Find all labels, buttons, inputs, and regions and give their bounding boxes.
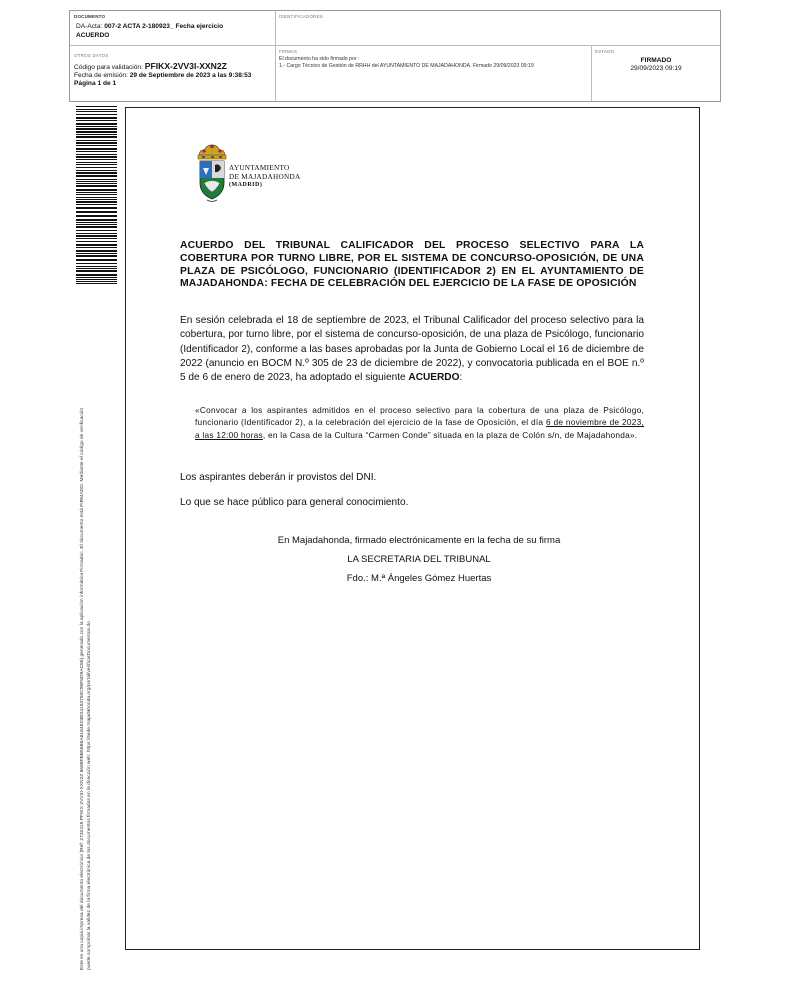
barcode-bar [76,134,117,135]
barcode-bar [76,120,117,121]
barcode-bar [76,189,117,191]
barcode-bar [76,247,117,248]
barcode-bar [76,114,117,115]
org-line: AYUNTAMIENTO [229,164,290,172]
barcode-bar [76,159,117,160]
document-title: ACUERDO DEL TRIBUNAL CALIFICADOR DEL PROCESO SELECTIVO PARA LA COBERTURA POR TURNO LIBRE, POR EL SISTEMA DE CONCURSO-OPOSICIÓN, DE UNA PLAZA DE PSICÓLOGO, FUNCIONARIO (IDENTIFICADOR 2) EN EL AYUNTAMIENTO DE MAJADAHONDA: FECHA DE CELEBRACIÓN DEL EJERCICIO DE LA FASE DE OPOSICIÓN [180,240,644,290]
documento-caption: DOCUMENTO [74,14,106,19]
barcode-bar [76,167,117,168]
barcode-bar [76,250,117,252]
barcode-bar [76,201,117,203]
barcode-bar [76,219,117,221]
barcode-bar [76,162,117,163]
barcode-bar [76,106,117,107]
barcode-bar [76,199,117,200]
identificadores-caption: IDENTIFICADORES [279,14,324,19]
status-badge: FIRMADO [640,57,672,64]
firmas-caption: FIRMAS [279,49,298,54]
barcode-bar [76,109,117,110]
validation-code: Código para validación: PFIKX-2VV3I-XXN2Z [74,61,227,71]
barcode-bar [76,259,117,261]
barcode-bar [76,207,117,209]
signature-name: Fdo.: M.ª Ángeles Gómez Huertas [346,573,492,584]
barcode-bar [76,263,117,264]
agreement-quote: «Convocar a los aspirantes admitidos en el proceso selectivo para la cobertura de una plaza de Psicólogo, funcionario (Identificador 2), a la celebración del ejercicio de la fase de Oposición, el día 6 de noviembre de 2023, a las 12:00 horas, en la Casa de la Cultura “Carmen Conde” situada en la plaza de Colón s/n, de Majadahonda». [195,405,645,440]
barcode-bar [76,268,117,269]
barcode-bar [76,194,117,195]
issue-date: Fecha de emisión: 29 de Septiembre de 2023 a las 9:38:53 [74,72,252,79]
barcode-bar [76,151,117,152]
barcode-bar [76,117,117,119]
dni-notice: Los aspirantes deberán ir provistos del DNI. [180,472,377,483]
page-frame [125,107,700,950]
barcode-bar [76,145,117,146]
header-divider [70,45,720,46]
barcode-bar [76,128,117,130]
barcode-bar [76,222,117,223]
firmas-detail: 1.- Cargo Técnico de Gestión de RRHH del AYUNTAMIENTO DE MAJADAHONDA. Firmado 29/09/2023 09:19 [279,63,534,69]
barcode-bar [76,235,117,237]
firmas-line: El documento ha sido firmado por : [279,56,360,62]
barcode-bar [76,241,117,242]
estado-caption: ESTADO [595,49,615,54]
barcode-bar [76,123,117,125]
side-text-line: Este es una copia impresa del documento electrónico (Ref: 2732415 PFIKX-2VV3I-XXN2Z 8689FBB56B5A8184E03E04153750C95F5D9AC86) generado con la aplicación informática Firmadoc. El documento está FIRMADO. Mediante el código de verificación [80,407,85,970]
main-paragraph: En sesión celebrada el 18 de septiembre de 2023, el Tribunal Calificador del proceso selectivo para la cobertura, por turno libre, por el sistema de concurso-oposición, de una plaza de Psicólogo, funcionario (Identificador 2), conforme a las bases aprobadas por la Junta de Gobierno Local el 16 de diciembre de 2022 (anuncio en BOCM N.º 305 de 23 de diciembre de 2022), y convocatoria publicada en el BOE n.º 5 de 6 de enero de 2023, ha adoptado el siguiente ACUERDO: [180,315,644,384]
barcode-bar [76,266,117,267]
barcode-bar [76,255,117,257]
barcode-bar [76,215,117,217]
signature-role: LA SECRETARIA DEL TRIBUNAL [347,554,491,565]
barcode-bar [76,253,117,254]
barcode-bar [76,140,117,141]
signature-place: En Majadahonda, firmado electrónicamente en la fecha de su firma [277,535,561,546]
status-date: 29/09/2023 09:19 [630,65,682,72]
documento-value-2: ACUERDO [76,32,110,39]
side-text-line: puede comprobar la validez de la firma electrónica de los documentos firmados en la dirección web: https://sede.majadahonda.org/portal/verificarDocumentos.do [86,621,92,970]
barcode-bar [76,192,117,193]
barcode [76,106,117,285]
org-line: DE MAJADAHONDA [229,172,301,181]
barcode-bar [76,211,117,213]
barcode-bar [76,277,117,278]
document-header [69,10,721,102]
barcode-bar [76,164,117,165]
barcode-bar [76,230,117,231]
barcode-bar [76,181,117,182]
documento-value: DA-Acta: 007-2 ACTA 2-180923_ Fecha ejercicio [76,23,224,30]
barcode-bar [76,226,117,228]
barcode-bar [76,170,117,171]
barcode-bar [76,156,117,158]
coat-of-arms-logo [194,142,230,204]
barcode-bar [76,154,117,155]
barcode-bar [76,224,117,225]
page-count: Página 1 de 1 [74,80,117,87]
barcode-bar [76,148,117,150]
barcode-bar [76,244,117,246]
public-notice: Lo que se hace público para general conocimiento. [180,497,409,508]
barcode-bar [76,197,117,198]
barcode-bar [76,136,117,138]
barcode-bar [76,233,117,234]
header-divider [275,45,276,101]
barcode-bar [76,126,117,127]
barcode-bar [76,270,117,272]
barcode-bar [76,172,117,174]
barcode-bar [76,142,117,144]
org-line: (MADRID) [229,182,263,188]
barcode-bar [76,274,117,276]
barcode-bar [76,183,117,184]
barcode-bar [76,111,117,112]
verification-side-text [80,280,93,970]
barcode-bar [76,131,117,133]
otros-datos-caption: OTROS DATOS [74,53,109,58]
barcode-bar [76,175,117,177]
barcode-bar [76,238,117,239]
barcode-bar [76,204,117,205]
barcode-bar [76,179,117,180]
organization-name [229,164,300,190]
header-divider [275,11,276,45]
barcode-bar [76,185,117,187]
exam-date: 6 de noviembre de 2023, a las 12:00 horas [195,417,645,440]
